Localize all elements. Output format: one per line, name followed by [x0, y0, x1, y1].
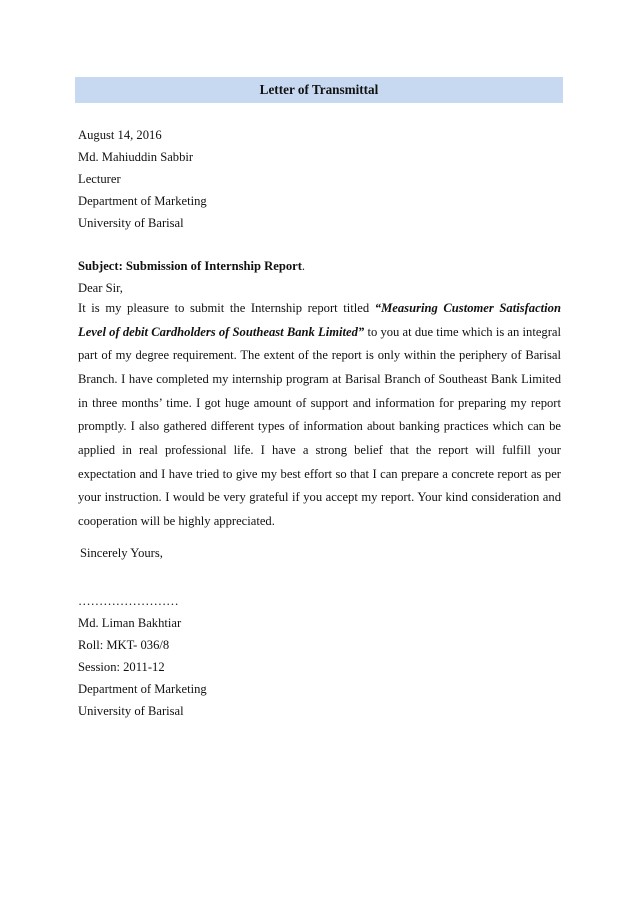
report-title: “Measuring Customer Satisfaction Level of debit Cardholders of Southeast Bank Limited” — [78, 301, 561, 339]
document-title: Letter of Transmittal — [259, 82, 379, 97]
title-banner — [75, 77, 563, 103]
signature-block — [78, 590, 561, 722]
recipient-department: Department of Marketing — [78, 194, 207, 208]
sender-name: Md. Liman Bakhtiar — [78, 616, 182, 630]
closing-block — [80, 542, 563, 564]
sender-university: University of Barisal — [78, 704, 184, 718]
recipient-position: Lecturer — [78, 172, 121, 186]
subject-line — [78, 255, 561, 277]
signature-dots: …………………… — [78, 594, 179, 608]
recipient-name: Md. Mahiuddin Sabbir — [78, 150, 194, 164]
subject-suffix: . — [301, 259, 306, 273]
subject-label: Subject: Submission of Internship Report — [78, 259, 302, 273]
body-paragraph — [78, 297, 561, 534]
closing-phrase: Sincerely Yours, — [80, 546, 163, 560]
recipient-address — [78, 124, 561, 234]
body-intro: It is my pleasure to submit the Internship report titled — [78, 301, 375, 315]
body-rest: to you at due time which is an integral part of my degree requirement. The extent of the report is only within the periphery of Barisal Branch. I have completed my internship program at Barisal Branch of Southeast Bank Limited in three months’ time. I got huge amount of support and information for preparing my report promptly. I also gathered different types of information about banking practices which can be applied in real professional life. I have a strong belief that the report will fulfill your expectation and I have tried to give my best effort so that I can prepare a concrete report as per your instruction. I would be very grateful if you accept my report. Your kind consideration and cooperation will be highly appreciated. — [78, 324, 561, 528]
sender-roll: Roll: MKT- 036/8 — [78, 638, 170, 652]
sender-department: Department of Marketing — [78, 682, 207, 696]
salutation: Dear Sir, — [78, 281, 123, 295]
letter-date: August 14, 2016 — [78, 128, 162, 142]
subject-block — [78, 255, 561, 299]
sender-session: Session: 2011-12 — [78, 660, 165, 674]
recipient-university: University of Barisal — [78, 216, 184, 230]
